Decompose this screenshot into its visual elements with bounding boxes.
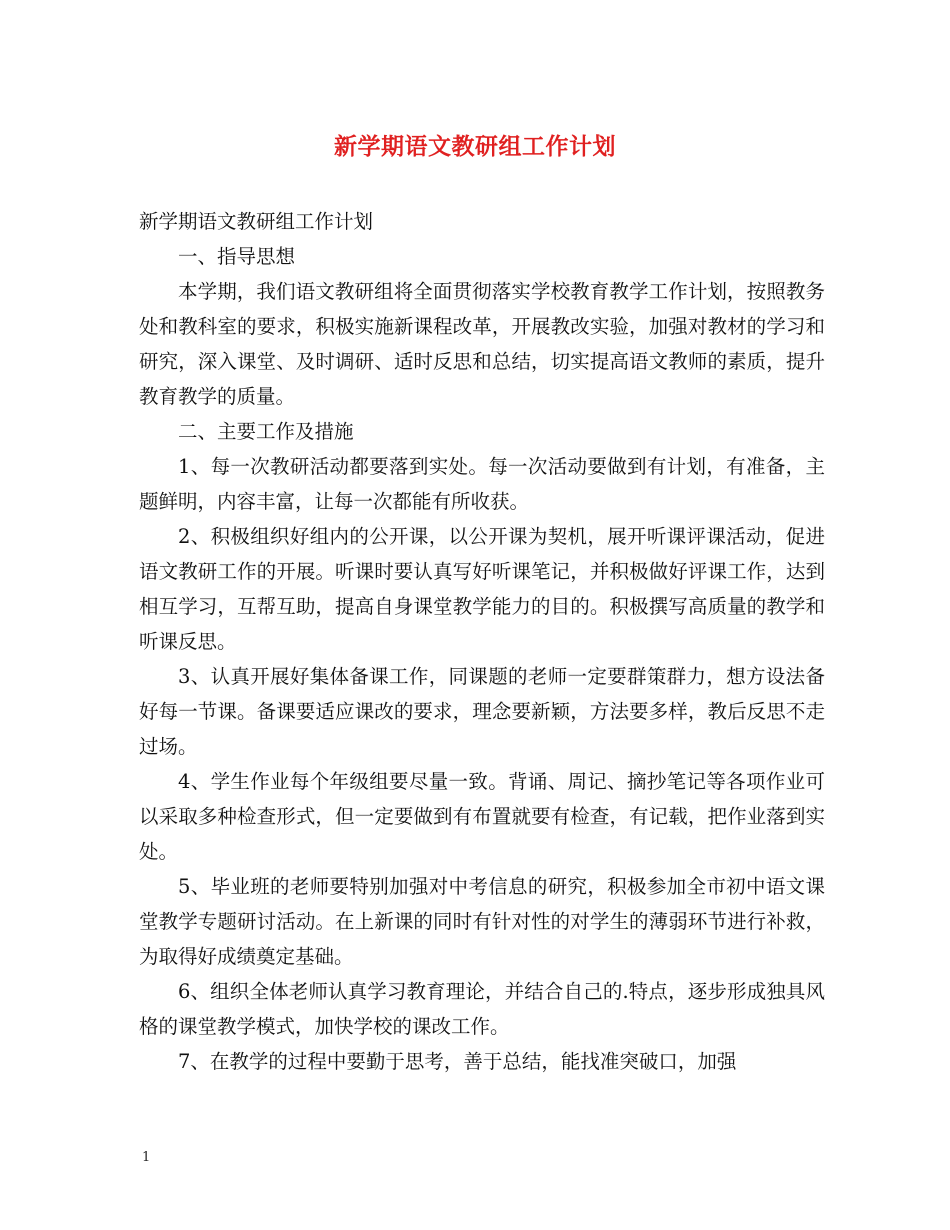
list-item: 7、在教学的过程中要勤于思考，善于总结，能找准突破口，加强 <box>178 1050 737 1073</box>
document-body <box>139 204 825 1079</box>
list-item: 5、毕业班的老师要特别加强对中考信息的研究，积极参加全市初中语文课堂教学专题研讨活动。在上新课的同时有针对性的对学生的薄弱环节进行补救，为取得好成绩奠定基础。 <box>139 875 825 968</box>
section-heading-main-work: 二、主要工作及措施 <box>178 420 354 443</box>
list-item: 4、学生作业每个年级组要尽量一致。背诵、周记、摘抄笔记等各项作业可以采取多种检查形式，但一定要做到有布置就要有检查，有记载，把作业落到实处。 <box>139 770 825 863</box>
list-item: 6、组织全体老师认真学习教育理论，并结合自己的.特点，逐步形成独具风格的课堂教学模式，加快学校的课改工作。 <box>139 980 825 1038</box>
paragraph-guiding-ideology: 本学期，我们语文教研组将全面贯彻落实学校教育教学工作计划，按照教务处和教科室的要求，积极实施新课程改革，开展教改实验，加强对教材的学习和研究，深入课堂、及时调研、适时反思和总结，切实提高语文教师的素质，提升教育教学的质量。 <box>139 280 825 408</box>
list-item: 3、认真开展好集体备课工作，同课题的老师一定要群策群力，想方设法备好每一节课。备课要适应课改的要求，理念要新颖，方法要多样，教后反思不走过场。 <box>139 665 825 758</box>
list-item: 1、每一次教研活动都要落到实处。每一次活动要做到有计划，有准备，主题鲜明，内容丰富，让每一次都能有所收获。 <box>139 455 825 513</box>
section-heading-guiding-ideology: 一、指导思想 <box>178 245 296 268</box>
list-item: 2、积极组织好组内的公开课，以公开课为契机，展开听课评课活动，促进语文教研工作的开展。听课时要认真写好听课笔记，并积极做好评课工作，达到相互学习，互帮互助，提高自身课堂教学能力的目的。积极撰写高质量的教学和听课反思。 <box>139 525 825 653</box>
page-number: 1 <box>142 1150 151 1165</box>
document-title: 新学期语文教研组工作计划 <box>334 133 616 160</box>
body-heading: 新学期语文教研组工作计划 <box>139 210 374 233</box>
